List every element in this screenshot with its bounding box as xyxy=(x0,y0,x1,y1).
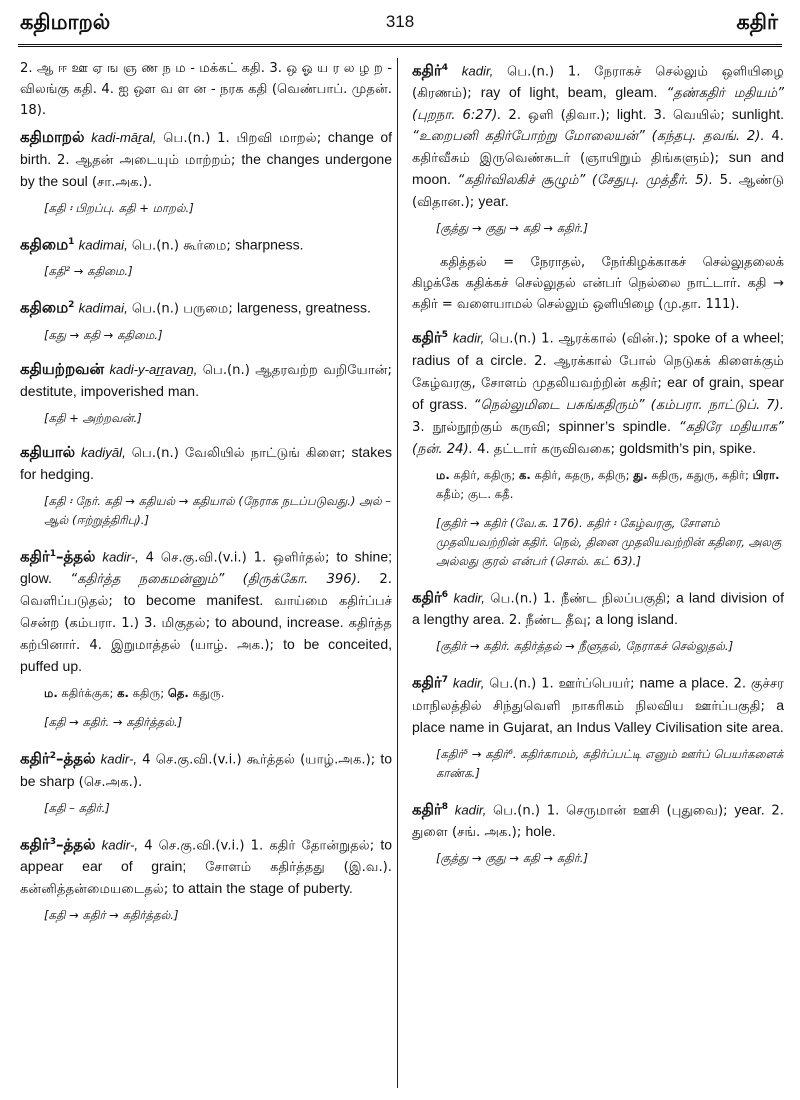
citation: “நெல்லுமிடை பசுங்கதிரும்” (கம்பரா. நாட்டுப். 7). xyxy=(467,397,784,413)
headword: கதிர் xyxy=(412,673,442,692)
etymology: [கதிர்⁵ → கதிர்⁶. கதிர்காமம், கதிர்ப்பட்டி எனும் ஊர்ப் பெயர்களைக் காண்க.] xyxy=(436,746,784,780)
page-number: 318 xyxy=(385,12,415,31)
headword: கதிர் xyxy=(412,328,442,347)
headword: கதியால் xyxy=(20,442,76,461)
etymology: [குதிர் → கதிர். கதிர்த்தல் → நீளுதல், நேராகச் செல்லுதல்.] xyxy=(436,639,734,654)
entry-continuation xyxy=(20,58,392,121)
column-divider xyxy=(397,58,398,1088)
romanization: kadir, xyxy=(453,590,485,606)
cognate-lang: து. xyxy=(633,467,648,482)
entry-kadimai-2 xyxy=(20,295,392,319)
romanization: kadi-y-aṟṟavaṉ, xyxy=(109,361,198,377)
etymology: [கதி ፡ நேர். கதி → கதியல் → கதியால் (நேராக நடப்படுவது.) அல் – ஆல் (ஈற்றுத்திரிபு).] xyxy=(44,493,392,527)
etymology: [கதி → கதிர். → கதிர்த்தல்.] xyxy=(44,715,183,730)
english-gloss: light. xyxy=(616,106,647,123)
romanization: kadir-, xyxy=(101,836,139,852)
etymology: [குத்து → குது → கதி → கதிர்.] xyxy=(436,221,589,236)
entry-kadir-7 xyxy=(412,670,784,738)
definition: 3. நூல்நூற்கும் கருவி; xyxy=(412,419,559,435)
romanization: kadimai, xyxy=(78,237,128,253)
english-gloss: sunlight. xyxy=(731,106,785,123)
headword-suffix: –த்தல் xyxy=(56,749,96,768)
english-gloss: ray of light, beam, gleam. xyxy=(480,84,658,101)
headword: கதிர் xyxy=(412,588,442,607)
homonym-number: 2 xyxy=(68,300,75,311)
definition: 4 செ.கு.வி.(v.i.) 1. ஒளிர்தல்; xyxy=(138,550,337,566)
definition: (சா.அக.). xyxy=(87,175,153,190)
headword: கதிர் xyxy=(20,547,50,566)
entry-kadir-1-ttal xyxy=(20,544,392,678)
romanization: kadir, xyxy=(452,675,485,691)
cognate-word: கதுரு. xyxy=(188,686,225,701)
english-gloss: stakes for hedging. xyxy=(20,443,392,482)
english-gloss: to abound, increase. xyxy=(215,614,344,631)
left-column xyxy=(20,58,392,939)
romanization: kadimai, xyxy=(78,300,128,316)
romanization: kadiyāl, xyxy=(81,444,126,460)
etymology: [கதி → கதிர் → கதிர்த்தல்.] xyxy=(44,907,179,922)
headword: கதிர் xyxy=(20,834,50,853)
entry-kadir-6 xyxy=(412,585,784,631)
english-gloss: ear of grain, spear of grass. xyxy=(412,373,784,412)
cognate-word: கதிர், கதிரு; xyxy=(449,467,520,482)
page-header xyxy=(0,0,800,46)
romanization: kadir, xyxy=(461,63,494,79)
entry-kadiyarravan xyxy=(20,359,392,403)
headword-suffix: –த்தல் xyxy=(56,834,96,853)
entry-kadimai-1 xyxy=(20,232,392,256)
homonym-number: 4 xyxy=(441,63,448,73)
english-gloss: spinner’s spindle. xyxy=(558,417,671,434)
definition: பெ.(n.) 1. செருமான் ஊசி (புதுவை); xyxy=(486,802,735,818)
etymology: [கதி + அற்றவன்.] xyxy=(44,410,142,425)
english-gloss: to be conceited, puffed up. xyxy=(20,636,392,675)
english-gloss: name a place. xyxy=(639,674,729,691)
entry-kadir-8 xyxy=(412,797,784,843)
english-gloss: largeness, greatness. xyxy=(237,299,371,316)
english-gloss: to shine; glow. xyxy=(20,548,392,587)
citation: “தண்கதிர் மதியம்” (புறநா. 6:27). xyxy=(412,86,785,124)
homonym-number: 5 xyxy=(441,330,448,341)
homonym-number: 1 xyxy=(49,548,56,559)
definition: 3. வெயில்; xyxy=(646,108,732,124)
headword: கதிமை xyxy=(20,298,69,317)
romanization: kadir, xyxy=(454,801,487,817)
english-gloss: to attain the stage of puberty. xyxy=(172,879,353,896)
etymology: [கதி² → கதிமை.] xyxy=(44,264,133,279)
headword: கதியற்றவன் xyxy=(20,359,105,378)
definition: பெ.(n.) 1. ஆரக்கால் (வின்.); xyxy=(484,331,674,347)
romanization: kadir-, xyxy=(100,751,138,767)
cognate-word: கதிரு, கதுரு, கதிர்; xyxy=(647,467,753,482)
etymology: [குத்து → குது → கதி → கதிர்.] xyxy=(436,850,589,865)
header-left-word: கதிமாறல் xyxy=(20,10,111,34)
definition: பெ.(n.) வேலியில் நாட்டுங் கிளை; xyxy=(125,445,352,461)
header-rule xyxy=(18,44,782,47)
etymology: [கதி – கதிர்.] xyxy=(44,800,110,815)
cognate-word: கதீம்; குட. கதீ. xyxy=(436,486,514,501)
cognate-word: கதிர், கதரு, கதிரு; xyxy=(530,467,634,482)
cognates xyxy=(436,466,784,504)
header-right-word: கதிர் xyxy=(736,10,778,34)
note-text: = நேராதல், நேர்கிழக்காகச் செல்லுதலைக் கிழக்கே கதிக்கச் செல்லுதல் என்பர் நெல்லை நாட்டார். கதி → கதிர் = வளையாமல் செல்லும் ஒளியிழை (மு.தா. 111). xyxy=(412,255,784,313)
definition: கதிர்த்த கற்பினார். 4. இறுமாத்தல் (யாழ். அக.); xyxy=(20,616,392,654)
definition: பெ.(n.) பருமை; xyxy=(127,301,237,317)
english-gloss: to become manifest. xyxy=(123,592,264,609)
right-column xyxy=(412,58,784,882)
cognate-word: கதிர்க்குக; xyxy=(57,686,118,701)
english-gloss: change of birth. xyxy=(20,129,393,167)
entry-kadir-5 xyxy=(412,325,784,459)
homonym-number: 3 xyxy=(49,836,56,847)
definition: பெ.(n.) ஆதரவற்ற வறியோன்; xyxy=(197,362,392,378)
english-gloss: a long island. xyxy=(595,611,678,628)
english-gloss: a place name in Gujarat, an Indus Valley Civilisation site area. xyxy=(412,696,784,735)
entry-kadir-2-ttal xyxy=(20,746,392,792)
cognate-word: கதிரு; xyxy=(128,686,168,701)
homonym-number: 6 xyxy=(441,589,448,600)
definition: பெ.(n.) 1. நேராகச் செல்லும் ஒளியிழை (கிரணம்); xyxy=(412,64,784,102)
definition: பெ.(n.) 1. பிறவி மாறல்; xyxy=(156,131,328,146)
english-gloss: to be sharp xyxy=(20,750,392,789)
etymology: [குதிர் → கதிர் (வே.க. 176). கதிர் ፡ கேழ்வரகு, சோளம் முதலியவற்றின் கதிர். நெல், தினை முதலியவற்றின் கதிரை, அலகு அல்லது குரல் என்பர் (சொல். கட் 63).] xyxy=(436,515,782,568)
english-gloss: year. xyxy=(478,193,509,210)
cognate-lang: ம. xyxy=(44,686,58,701)
english-gloss: destitute, impoverished man. xyxy=(20,382,199,399)
definition: 2. நீண்ட தீவு; xyxy=(504,613,596,629)
homonym-number: 8 xyxy=(441,801,448,812)
entry-kadir-3-ttal xyxy=(20,832,392,900)
english-gloss: sun and moon. xyxy=(412,149,784,188)
headword-suffix: –த்தல் xyxy=(56,547,96,566)
etymology: [கது → கதி → கதிமை.] xyxy=(44,327,163,342)
english-gloss: the changes undergone by the soul xyxy=(20,151,392,189)
citation: “கதிர்விலகிச் சூழும்” (சேதுபு. முத்தீர். 5). xyxy=(450,173,713,189)
definition: (செ.அக.). xyxy=(74,774,143,790)
definition: 4. தட்டார் கருவிவகை; xyxy=(472,441,620,457)
definition: வாய்மை கதிர்ப்பச் சென்ற (கம்பரா. 1.) 3. மிகுதல்; xyxy=(20,594,392,632)
homonym-number: 7 xyxy=(441,675,448,686)
entry-text: 2. ஆ ஈ ஊ ஏ ங ஞ ண ந ம - மக்கட் கதி. 3. ஒ ஓ ய ர ல ழ ற - விலங்கு கதி. 4. ஐ ஔ வ ள ன - நரக கதி (வெண்பாப். முதன். 18). xyxy=(20,61,392,118)
english-gloss: goldsmith’s pin, spike. xyxy=(619,439,756,456)
citation: “கதிர்த்த நகைமன்னும்” (திருக்கோ. 396). xyxy=(51,572,362,588)
citation: “உறைபனி கதிர்போற்று மோலையன்” (கந்தபு. தவங். 2). xyxy=(412,129,765,145)
headword: கதிர் xyxy=(412,799,442,818)
english-gloss: hole. xyxy=(525,822,556,839)
entry-kadimaral xyxy=(20,127,392,193)
definition: பெ.(n.) 1. நீண்ட நிலப்பகுதி; xyxy=(484,591,676,607)
headword: கதிமை xyxy=(20,235,69,254)
romanization: kadir, xyxy=(452,330,485,346)
definition: பெ.(n.) கூர்மை; xyxy=(127,238,236,254)
entry-kadiyal xyxy=(20,442,392,486)
citation: “கதிரே மதியாக” (நன். 24). xyxy=(412,419,784,457)
homonym-number: 2 xyxy=(49,751,56,762)
cognate-lang: க. xyxy=(519,467,531,482)
romanization: kadi-māṟal, xyxy=(91,130,157,145)
homonym-number: 1 xyxy=(68,237,75,247)
cognate-lang: க. xyxy=(117,686,129,701)
definition: பெ.(n.) 1. ஊர்ப்பெயர்; xyxy=(484,676,640,692)
headword: கதிமாறல் xyxy=(20,128,85,146)
cognate-lang: ம. xyxy=(436,467,450,482)
note-term: கதித்தல் xyxy=(440,255,487,271)
english-gloss: year. xyxy=(734,800,765,817)
etymology: [கதி ፡ பிறப்பு. கதி + மாறல்.] xyxy=(44,201,194,215)
english-gloss: sharpness. xyxy=(235,236,304,253)
cognate-lang: பிரா. xyxy=(752,467,780,482)
definition: 2. துளை (சங். அக.); xyxy=(412,802,784,840)
definition: சோளம் கதிர்த்தது (இ.வ.). கன்னித்தன்மையடைதல்; xyxy=(20,859,392,897)
english-gloss: a land division of a lengthy area. xyxy=(412,589,784,628)
definition: 4. கதிர்வீசும் இருவெண்சுடர் (ஞாயிறும் திங்களும்); xyxy=(412,129,784,167)
english-gloss: to appear ear of grain; xyxy=(20,835,392,874)
definition: 2. வெளிப்படுதல்; xyxy=(20,572,392,610)
headword: கதிர் xyxy=(20,749,50,768)
cognate-lang: தெ. xyxy=(167,686,189,701)
definition: 4 செ.கு.வி.(v.i.) கூர்த்தல் (யாழ்.அக.); xyxy=(137,752,381,768)
definition: 2. ஒளி (திவா.); xyxy=(501,108,617,124)
definition: 5. ஆண்டு (விதான.); xyxy=(412,173,784,211)
definition: 4 செ.கு.வி.(v.i.) 1. கதிர் தோன்றுதல்; xyxy=(138,837,381,853)
definition: 2. குச்சர மாநிலத்தில் சிந்துவெளி நாகரிகம் நிலவிய ஊர்ப்பகுதி; xyxy=(412,676,784,714)
definition: 2. ஆதன் அடையும் மாற்றம்; xyxy=(51,153,242,168)
english-gloss: spoke of a wheel; radius of a circle. xyxy=(412,329,784,368)
usage-note xyxy=(412,252,784,315)
headword: கதிர் xyxy=(412,61,442,80)
cognates xyxy=(44,684,392,703)
romanization: kadir-, xyxy=(102,549,139,565)
entry-kadir-4 xyxy=(412,58,784,213)
definition: 2. ஆரக்கால் போல் நெடுகக் கிளைக்கும் கேழ்வரகு, சோளம் முதலியவற்றின் கதிர்; xyxy=(412,353,784,391)
